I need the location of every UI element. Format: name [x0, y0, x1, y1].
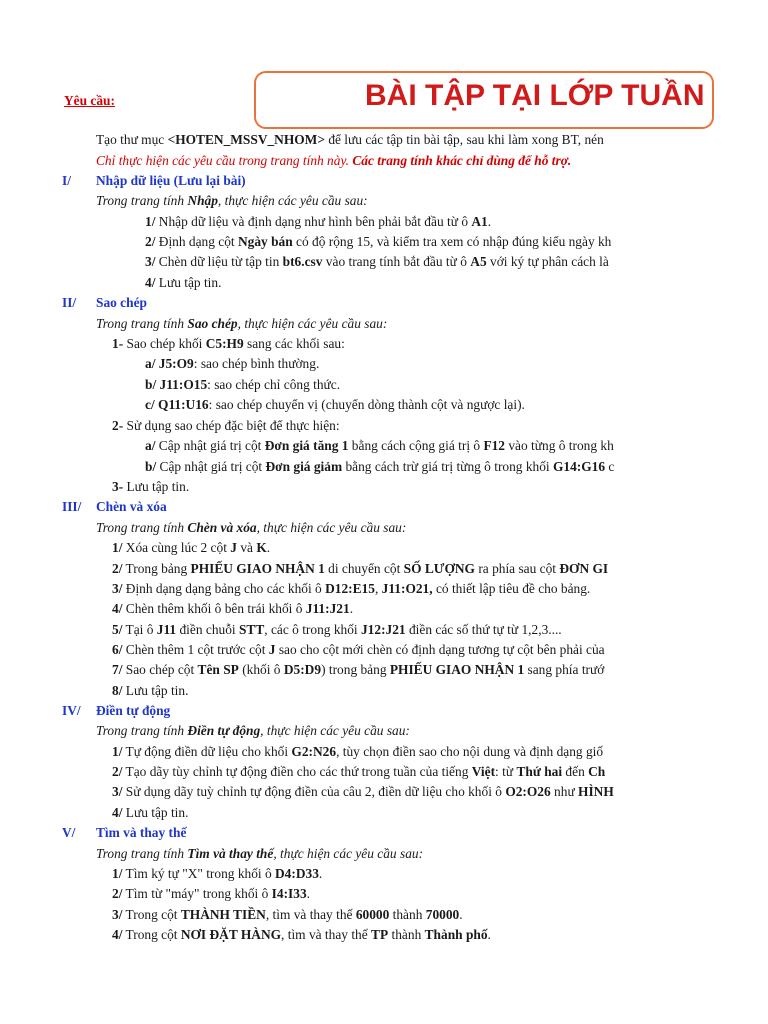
- text-run: TP: [371, 927, 389, 942]
- text-run: J: [268, 642, 276, 657]
- list-item: [112, 742, 603, 762]
- text-run: , thực hiện các yêu cầu sau:: [273, 846, 424, 861]
- text-run: J11:J21: [305, 601, 350, 616]
- item-number: 3/: [112, 907, 123, 922]
- text-run: Định dạng cột: [155, 234, 238, 249]
- text-run: c: [605, 459, 615, 474]
- text-run: 60000: [355, 907, 390, 922]
- text-run: F12: [483, 438, 506, 453]
- text-run: Trong cột: [122, 927, 181, 942]
- text-run: Tên SP: [197, 662, 239, 677]
- text-run: D12:E15: [325, 581, 375, 596]
- item-number: 3-: [112, 479, 124, 494]
- list-item: [145, 395, 525, 415]
- text-run: .: [487, 214, 492, 229]
- text-run: Tìm và thay thế: [187, 846, 274, 861]
- text-run: Tạo thư mục: [96, 132, 168, 147]
- text-run: Sao chép cột: [122, 662, 198, 677]
- text-run: J11: [156, 622, 177, 637]
- section-number: III/: [62, 499, 82, 514]
- list-item: [145, 375, 340, 395]
- text-run: : sao chép bình thường.: [193, 356, 320, 371]
- item-number: 2-: [112, 418, 124, 433]
- text-run: J11:O15: [159, 377, 208, 392]
- text-run: Chèn và xóa: [187, 520, 257, 535]
- section-number: V/: [62, 825, 76, 840]
- text-run: Chỉ thực hiện các yêu cầu trong trang tính này.: [96, 153, 353, 168]
- text-run: .: [349, 601, 354, 616]
- text-run: Nhập: [187, 193, 218, 208]
- text-run: C5:H9: [205, 336, 244, 351]
- text-run: 70000: [425, 907, 460, 922]
- text-run: sang các khối sau:: [243, 336, 345, 351]
- list-item: [112, 762, 605, 782]
- text-run: Lưu tập tin.: [123, 479, 190, 494]
- list-item: [112, 925, 491, 945]
- item-number: 1-: [112, 336, 124, 351]
- item-number: b/: [145, 377, 157, 392]
- list-item: [145, 354, 319, 374]
- item-number: 1/: [112, 866, 123, 881]
- list-item: [112, 803, 188, 823]
- item-number: 6/: [112, 642, 123, 657]
- list-item: [112, 477, 189, 497]
- text-run: , thực hiện các yêu cầu sau:: [217, 193, 368, 208]
- list-item: [145, 232, 611, 252]
- item-number: 1/: [112, 540, 123, 555]
- text-run: J5:O9: [158, 356, 194, 371]
- section-intro: [96, 844, 423, 864]
- text-run: Lưu tập tin.: [122, 805, 189, 820]
- item-number: 4/: [145, 275, 156, 290]
- text-run: .: [266, 540, 271, 555]
- text-run: di chuyển cột: [324, 561, 404, 576]
- text-run: Xóa cùng lúc 2 cột: [122, 540, 231, 555]
- text-run: Trong trang tính: [96, 846, 188, 861]
- text-run: .: [306, 886, 310, 901]
- text-run: Sao chép khối: [123, 336, 206, 351]
- text-run: , tùy chọn điền sao cho nội dung và định dạng giố: [336, 744, 604, 759]
- text-run: và: [236, 540, 257, 555]
- text-run: Trong trang tính: [96, 193, 188, 208]
- section-number: II/: [62, 295, 77, 310]
- text-run: Lưu tập tin.: [122, 683, 189, 698]
- text-run: STT: [238, 622, 265, 637]
- list-item: [112, 660, 604, 680]
- requirement-label: Yêu cầu:: [64, 93, 115, 108]
- text-run: Thứ hai: [516, 764, 563, 779]
- text-run: : sao chép chuyển vị (chuyển dòng thành cột và ngược lại).: [208, 397, 525, 412]
- text-run: Đơn giá giảm: [265, 459, 343, 474]
- text-run: , tìm và thay thế: [265, 907, 356, 922]
- intro-line-2: [96, 151, 571, 171]
- list-item: [112, 579, 590, 599]
- list-item: [145, 457, 614, 477]
- text-run: Các trang tính khác chỉ dùng để hỗ trợ.: [352, 153, 572, 168]
- section-title: Chèn và xóa: [96, 499, 167, 514]
- text-run: Cập nhật giá trị cột: [156, 459, 266, 474]
- text-run: điền chuỗi: [176, 622, 239, 637]
- text-run: G14:G16: [553, 459, 606, 474]
- text-run: Đơn giá tăng 1: [264, 438, 349, 453]
- text-run: Nhập dữ liệu và định dạng như hình bên phải bắt đầu từ ô: [155, 214, 472, 229]
- list-item: [112, 538, 270, 558]
- text-run: Cập nhật giá trị cột: [155, 438, 265, 453]
- text-run: Q11:U16: [158, 397, 209, 412]
- text-run: HÌNH: [578, 784, 614, 799]
- text-run: Định dạng dạng bảng cho các khối ô: [122, 581, 326, 596]
- text-run: bằng cách trừ giá trị từng ô trong khối: [342, 459, 553, 474]
- section-number: IV/: [62, 703, 81, 718]
- list-item: [112, 864, 322, 884]
- text-run: Ch: [588, 764, 606, 779]
- text-run: Chèn dữ liệu từ tập tin: [155, 254, 283, 269]
- text-run: .: [318, 866, 323, 881]
- section-intro: [96, 314, 387, 334]
- list-item: [145, 212, 491, 232]
- text-run: Thành phố: [424, 927, 488, 942]
- item-number: c/: [145, 397, 155, 412]
- list-item: [112, 559, 608, 579]
- text-run: có độ rộng 15, và kiểm tra xem có nhập đúng kiểu ngày kh: [292, 234, 612, 249]
- text-run: Tìm ký tự "X" trong khối ô: [122, 866, 276, 881]
- text-run: vào từng ô trong kh: [505, 438, 614, 453]
- list-item: [145, 436, 614, 456]
- text-run: SỐ LƯỢNG: [403, 561, 475, 576]
- text-run: A1: [471, 214, 488, 229]
- text-run: Sử dụng dãy tuỳ chỉnh tự động điền của câu 2, điền dữ liệu cho khối ô: [122, 784, 506, 799]
- text-run: J12:J21: [360, 622, 406, 637]
- item-number: 3/: [112, 581, 123, 596]
- text-run: ) trong bảng: [321, 662, 390, 677]
- text-run: (khối ô: [238, 662, 284, 677]
- text-run: K: [256, 540, 267, 555]
- text-run: Trong cột: [122, 907, 181, 922]
- text-run: .: [487, 927, 491, 942]
- list-item: [145, 273, 221, 293]
- text-run: : từ: [495, 764, 517, 779]
- text-run: , tìm và thay thế: [281, 927, 372, 942]
- item-number: 2/: [145, 234, 156, 249]
- text-run: sao cho cột mới chèn có định dạng tương tự cột bên phải của: [275, 642, 605, 657]
- text-run: sang phía trướ: [524, 662, 605, 677]
- text-run: THÀNH TIỀN: [180, 907, 266, 922]
- text-run: điền các số thứ tự từ 1,2,3....: [405, 622, 562, 637]
- text-run: Tự động điền dữ liệu cho khối: [122, 744, 292, 759]
- text-run: .: [459, 907, 463, 922]
- text-run: Chèn thêm khối ô bên trái khối ô: [122, 601, 306, 616]
- text-run: Tại ô: [122, 622, 157, 637]
- list-item: [112, 905, 463, 925]
- item-number: 2/: [112, 561, 123, 576]
- text-run: đến: [562, 764, 589, 779]
- list-item: [112, 640, 605, 660]
- text-run: Trong trang tính: [96, 723, 188, 738]
- text-run: G2:N26: [291, 744, 337, 759]
- text-run: Chèn thêm 1 cột trước cột: [122, 642, 269, 657]
- text-run: ĐƠN GI: [559, 561, 609, 576]
- text-run: ,: [374, 581, 382, 596]
- text-run: : sao chép chỉ công thức.: [207, 377, 341, 392]
- item-number: 3/: [145, 254, 156, 269]
- text-run: PHIẾU GIAO NHẬN 1: [190, 561, 325, 576]
- item-number: 2/: [112, 886, 123, 901]
- text-run: Tìm từ "máy" trong khối ô: [122, 886, 272, 901]
- item-number: b/: [145, 459, 157, 474]
- text-run: , thực hiện các yêu cầu sau:: [256, 520, 407, 535]
- text-run: I4:I33: [271, 886, 307, 901]
- text-run: Lưu tập tin.: [155, 275, 222, 290]
- item-number: 2/: [112, 764, 123, 779]
- text-run: với ký tự phân cách là: [486, 254, 609, 269]
- text-run: J: [230, 540, 237, 555]
- text-run: D4:D33: [275, 866, 319, 881]
- text-run: NƠI ĐẶT HÀNG: [180, 927, 282, 942]
- section-number: I/: [62, 173, 71, 188]
- text-run: , thực hiện các yêu cầu sau:: [237, 316, 388, 331]
- text-run: Việt: [471, 764, 496, 779]
- section-intro: [96, 721, 410, 741]
- text-run: Sao chép: [187, 316, 238, 331]
- text-run: thành: [388, 927, 425, 942]
- list-item: [145, 252, 609, 272]
- text-run: bt6.csv: [282, 254, 323, 269]
- text-run: Điền tự động: [187, 723, 261, 738]
- list-item: [112, 416, 340, 436]
- list-item: [112, 782, 614, 802]
- text-run: Ngày bán: [237, 234, 293, 249]
- section-title: Tìm và thay thế: [96, 825, 187, 840]
- text-run: ra phía sau cột: [474, 561, 560, 576]
- section-title: Sao chép: [96, 295, 147, 310]
- text-run: để lưu các tập tin bài tập, sau khi làm xong BT, nén: [324, 132, 604, 147]
- section-title: Nhập dữ liệu (Lưu lại bài): [96, 173, 246, 188]
- item-number: 1/: [112, 744, 123, 759]
- text-run: bằng cách cộng giá trị ô: [348, 438, 484, 453]
- text-run: thành: [389, 907, 426, 922]
- intro-line-1: [96, 130, 604, 150]
- text-run: PHIẾU GIAO NHẬN 1: [389, 662, 525, 677]
- item-number: a/: [145, 356, 156, 371]
- item-number: 7/: [112, 662, 123, 677]
- page-title: BÀI TẬP TẠI LỚP TUẦN: [365, 79, 705, 112]
- text-run: Tạo dãy tùy chỉnh tự động điền cho các thứ trong tuần của tiếng: [122, 764, 472, 779]
- item-number: a/: [145, 438, 156, 453]
- text-run: D5:D9: [283, 662, 322, 677]
- text-run: J11:O21,: [381, 581, 433, 596]
- item-number: 4/: [112, 927, 123, 942]
- text-run: Trong trang tính: [96, 520, 188, 535]
- list-item: [112, 334, 345, 354]
- list-item: [112, 884, 310, 904]
- text-run: vào trang tính bắt đầu từ ô: [322, 254, 471, 269]
- item-number: 1/: [145, 214, 156, 229]
- text-run: A5: [470, 254, 487, 269]
- item-number: 8/: [112, 683, 123, 698]
- text-run: O2:O26: [505, 784, 551, 799]
- text-run: Sử dụng sao chép đặc biệt để thực hiện:: [123, 418, 340, 433]
- section-title: Điền tự động: [96, 703, 171, 718]
- text-run: , các ô trong khối: [264, 622, 361, 637]
- item-number: 3/: [112, 784, 123, 799]
- text-run: <HOTEN_MSSV_NHOM>: [167, 132, 325, 147]
- text-run: như: [550, 784, 579, 799]
- text-run: Trong bảng: [122, 561, 191, 576]
- list-item: [112, 681, 188, 701]
- item-number: 5/: [112, 622, 123, 637]
- text-run: , thực hiện các yêu cầu sau:: [260, 723, 410, 738]
- text-run: có thiết lập tiêu đề cho bảng.: [432, 581, 591, 596]
- section-intro: [96, 518, 406, 538]
- item-number: 4/: [112, 805, 123, 820]
- item-number: 4/: [112, 601, 123, 616]
- text-run: Trong trang tính: [96, 316, 188, 331]
- list-item: [112, 620, 562, 640]
- section-intro: [96, 191, 368, 211]
- list-item: [112, 599, 353, 619]
